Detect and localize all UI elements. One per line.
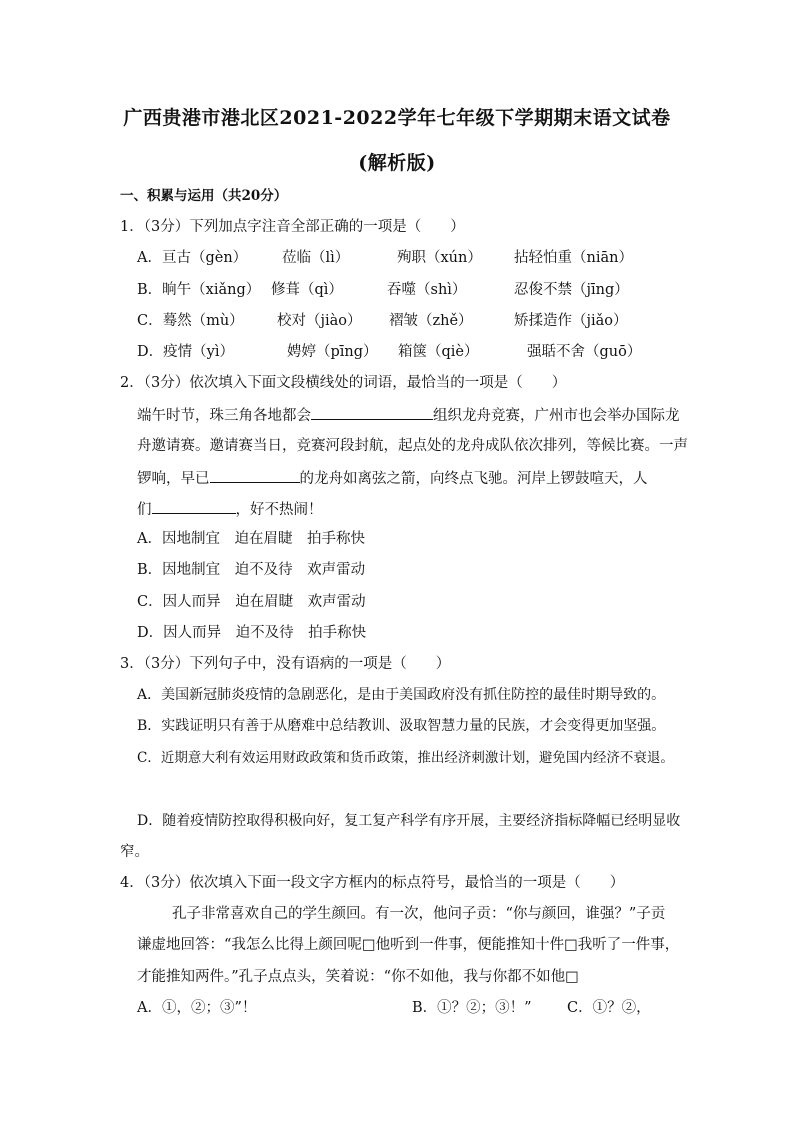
q2-paragraph-line-3 <box>137 467 648 489</box>
q3-option-d-line-2: 窄。 <box>120 844 149 860</box>
q1-d-4: 强聒不舍（guō） <box>527 344 642 360</box>
section-heading: 一、积累与运用（共20分） <box>120 188 288 204</box>
q1-b-3: 吞噬（shì） <box>387 282 467 298</box>
q3-stem: 3．（3分）下列句子中，没有语病的一项是（ ） <box>120 656 451 672</box>
q4-paragraph-line-1: 孔子非常喜欢自己的学生颜回。有一次，他问子贡：“你与颜回，谁强？”子贡 <box>172 906 666 922</box>
q2-paragraph-line-4 <box>137 498 323 520</box>
blank-3 <box>152 498 236 514</box>
q2-paragraph-line-1 <box>137 404 680 426</box>
q2-stem: 2．（3分）依次填入下面文段横线处的词语，最恰当的一项是（ ） <box>120 375 567 391</box>
q3-option-d-line-1: D．随着疫情防控取得积极向好，复工复产科学有序开展，主要经济指标降幅已经明显收 <box>137 813 681 829</box>
q2-paragraph-line-2: 舟邀请赛。邀请赛当日，竞赛河段封航，起点处的龙舟成队依次排列，等候比赛。一声 <box>137 438 688 454</box>
q1-c-4: 矫揉造作（jiǎo） <box>514 313 628 329</box>
q4-stem: 4．（3分）依次填入下面一段文字方框内的标点符号，最恰当的一项是（ ） <box>120 875 625 891</box>
q2-option-d: D．因人而异 迫不及待 拍手称快 <box>137 625 367 641</box>
blank-1 <box>311 404 433 420</box>
q1-c-3: 褶皱（zhě） <box>389 313 473 329</box>
q4-paragraph-line-2: 谦虚地回答：“我怎么比得上颜回呢□他听到一件事，便能推知十件□我听了一件事， <box>137 937 680 953</box>
q2-text-1b: 组织龙舟竞赛，广州市也会举办国际龙 <box>433 408 680 424</box>
q1-b-1: B．晌午（xiǎng） <box>137 282 261 298</box>
q1-d-3: 箱箧（qiè） <box>398 344 479 360</box>
q1-b-4: 忍俊不禁（jīng） <box>514 282 629 298</box>
q4-option-b: B．①？②；③！” <box>412 1000 532 1016</box>
q1-a-1: A．亘古（gèn） <box>137 250 248 266</box>
blank-2 <box>210 467 300 483</box>
q2-option-a: A．因地制宜 迫在眉睫 拍手称快 <box>137 531 365 547</box>
q1-c-1: C．蓦然（mù） <box>137 313 244 329</box>
q1-a-2: 莅临（lì） <box>282 250 350 266</box>
q2-text-4a: 们 <box>137 502 152 518</box>
document-subtitle: (解析版) <box>358 152 436 174</box>
q1-d-1: D．疫情（yì） <box>137 344 234 360</box>
q1-b-2: 修葺（qì） <box>271 282 343 298</box>
q4-option-c: C．①？②， <box>567 1000 651 1016</box>
q4-option-a: A．①，②；③”！ <box>137 1000 257 1016</box>
q4-paragraph-line-3: 才能推知两件。”孔子点点头，笑着说：“你不如他，我与你都不如他□ <box>137 969 579 985</box>
q2-text-3b: 的龙舟如离弦之箭，向终点飞驰。河岸上锣鼓喧天，人 <box>299 471 648 487</box>
document-title: 广西贵港市港北区2021-2022学年七年级下学期期末语文试卷 <box>123 107 671 129</box>
q1-stem: 1．（3分）下列加点字注音全部正确的一项是（ ） <box>120 219 465 235</box>
q1-a-4: 拈轻怕重（niān） <box>514 250 633 266</box>
q2-text-1a: 端午时节，珠三角各地都会 <box>137 408 311 424</box>
q3-option-c: C．近期意大利有效运用财政政策和货币政策，推出经济刺激计划，避免国内经济不衰退。 <box>137 750 674 766</box>
q1-a-3: 殉职（xún） <box>397 250 482 266</box>
q3-option-b: B．实践证明只有善于从磨难中总结教训、汲取智慧力量的民族，才会变得更加坚强。 <box>137 718 666 734</box>
q2-text-3a: 锣响，早已 <box>137 471 210 487</box>
q1-c-2: 校对（jiào） <box>277 313 362 329</box>
q2-text-4b: ，好不热闹！ <box>235 502 323 518</box>
q1-d-2: 娉婷（pīng） <box>287 344 378 360</box>
q2-option-b: B．因地制宜 迫不及待 欢声雷动 <box>137 562 366 578</box>
q3-option-a: A．美国新冠肺炎疫情的急剧恶化，是由于美国政府没有抓住防控的最佳时期导致的。 <box>137 687 666 703</box>
q2-option-c: C．因人而异 迫在眉睫 欢声雷动 <box>137 594 366 610</box>
